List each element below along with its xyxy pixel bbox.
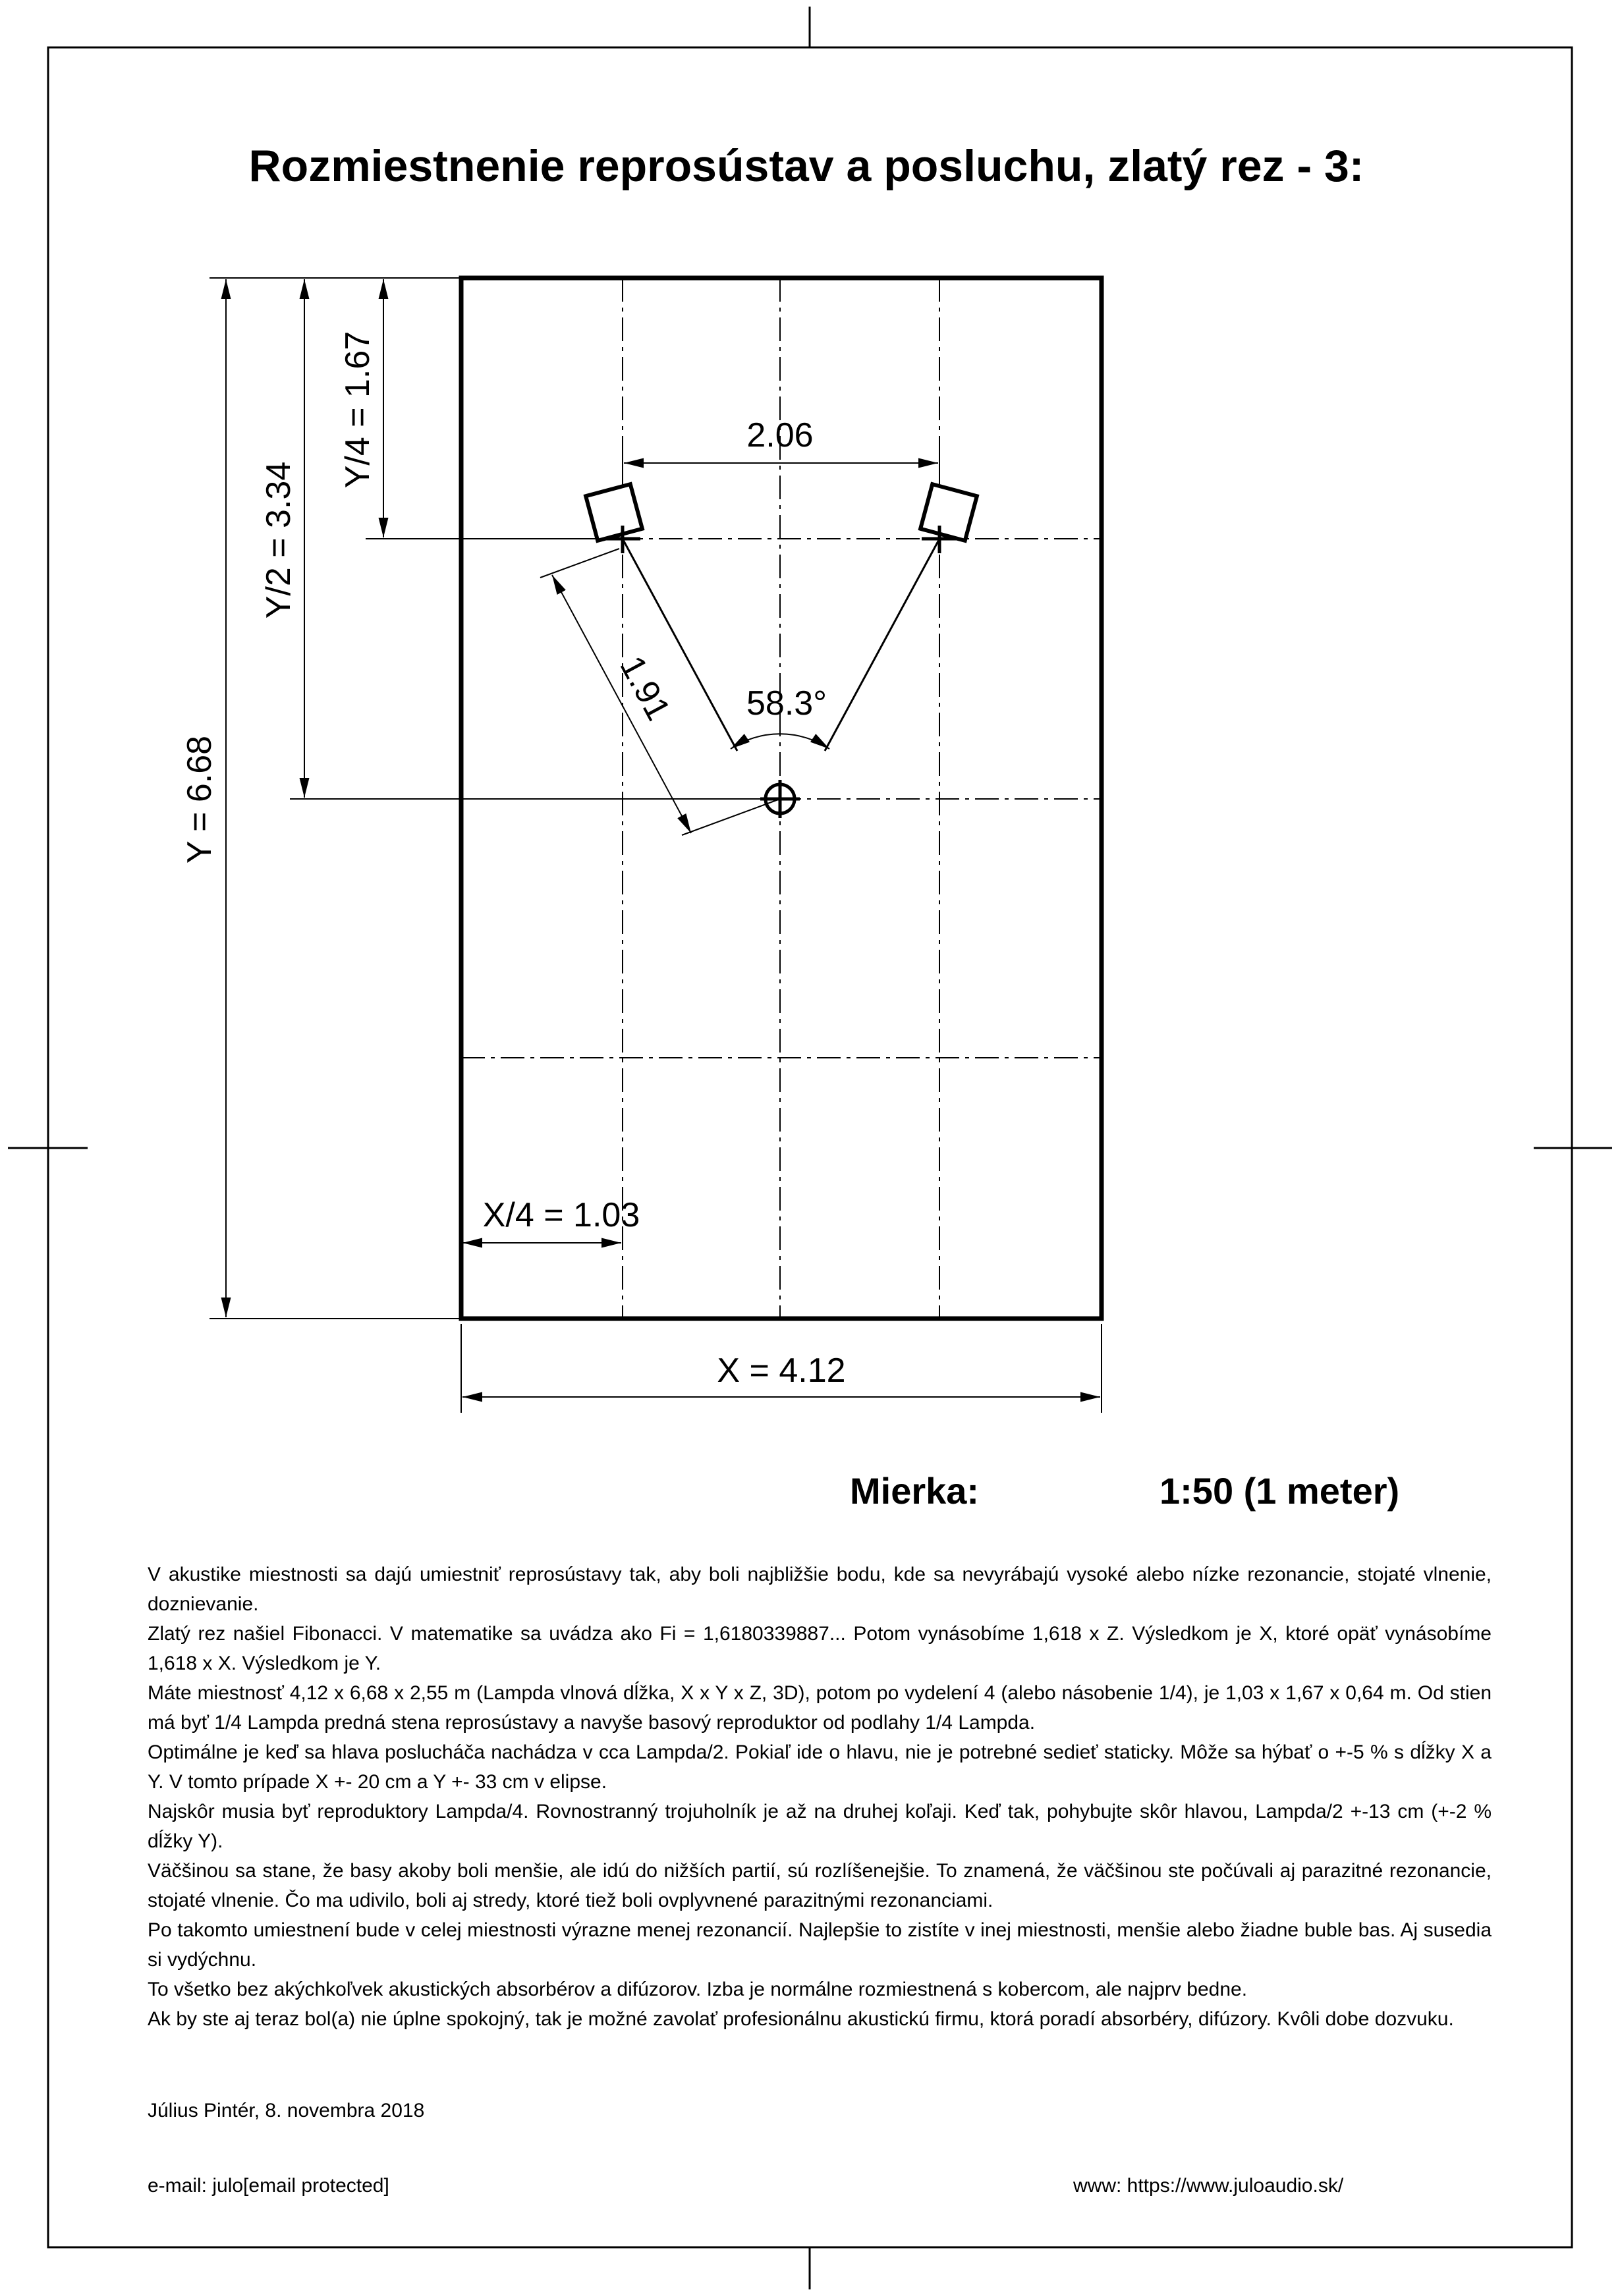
paragraph: To všetko bez akýchkoľvek akustických absorbérov a difúzorov. Izba je normálne rozmiestnená s kobercom, ale najprv bedne. <box>148 1979 1248 2000</box>
paragraph: Väčšinou sa stane, že basy akoby boli menšie, ale idú do nižších partií, sú rozlíšenejšie. To znamená, že väčšinou ste počúvali aj parazitné rezonancie, stojaté vlnenie. Čo ma udivilo, boli aj stredy, ktoré tiež boli ovplyvnené parazitnými rezonanciami. <box>148 1860 1492 1911</box>
right-speaker <box>920 484 977 553</box>
paragraph: Máte miestnosť 4,12 x 6,68 x 2,55 m (Lampda vlnová dĺžka, X x Y x Z, 3D), potom po vydelení 4 (alebo násobenie 1/4), je 1,03 x 1,67 x 0,64 m. Od stien má byť 1/4 Lampda predná stena reprosústavy a navyše basový reproduktor od podlahy 1/4 Lampda. <box>148 1682 1492 1734</box>
dim-x-quarter: X/4 = 1.03 <box>482 1196 640 1234</box>
listening-position <box>760 780 800 818</box>
scale-label: Mierka: <box>850 1470 980 1512</box>
dim-x-full: X = 4.12 <box>717 1352 846 1390</box>
footer-website: www: https://www.juloaudio.sk/ <box>1073 2175 1344 2197</box>
paragraph: V akustike miestnosti sa dajú umiestniť reprosústavy tak, aby boli najbližšie bodu, kde sa nevyrábajú vysoké alebo nízke rezonancie, stojaté vlnenie, doznievanie. <box>148 1564 1492 1615</box>
page-title: Rozmiestnenie reprosústav a posluchu, zlatý rez - 3: <box>248 141 1364 191</box>
footer-email: e-mail: julo[email protected] <box>148 2175 389 2197</box>
author-signature: Július Pintér, 8. novembra 2018 <box>148 2100 425 2121</box>
paragraph: Optimálne je keď sa hlava poslucháča nachádza v cca Lampda/2. Pokiaľ ide o hlavu, nie je potrebné sedieť staticky. Môže sa hýbať o +-5 % s dĺžky X a Y. V tomto prípade X +- 20 cm a Y +- 33 cm v elipse. <box>148 1741 1492 1793</box>
explanation-text <box>148 1560 1492 2034</box>
paragraph: Ak by ste aj teraz bol(a) nie úplne spokojný, tak je možné zavolať profesionálnu akustickú firmu, ktorá poradí absorbéry, difúzory. Kvôli dobe dozvuku. <box>148 2008 1454 2030</box>
left-speaker <box>586 484 642 553</box>
scale-value: 1:50 (1 meter) <box>1159 1470 1400 1512</box>
dim-speaker-distance: 2.06 <box>746 416 814 454</box>
paragraph: Po takomto umiestnení bude v celej miestnosti výrazne menej rezonancií. Najlepšie to zistíte v inej miestnosti, menšie alebo žiadne buble bas. Aj susedia si vydýchnu. <box>148 1919 1492 1971</box>
dim-angle: 58.3° <box>746 684 827 723</box>
dim-y-full: Y = 6.68 <box>181 735 219 864</box>
paragraph: Zlatý rez našiel Fibonacci. V matematike sa uvádza ako Fi = 1,6180339887... Potom vynásobíme 1,618 x Z. Výsledkom je X, ktoré opäť vynásobíme 1,618 x X. Výsledkom je Y. <box>148 1623 1492 1674</box>
dim-y-quarter: Y/4 = 1.67 <box>339 331 377 489</box>
paragraph: Najskôr musia byť reproduktory Lampda/4. Rovnostranný trojuholník je až na druhej koľaji. Keď tak, pohybujte skôr hlavou, Lampda/2 +-13 cm (+-2 % dĺžky Y). <box>148 1801 1492 1852</box>
dim-listener-distance: 1.91 <box>612 649 678 727</box>
dim-y-half: Y/2 = 3.34 <box>260 461 298 619</box>
